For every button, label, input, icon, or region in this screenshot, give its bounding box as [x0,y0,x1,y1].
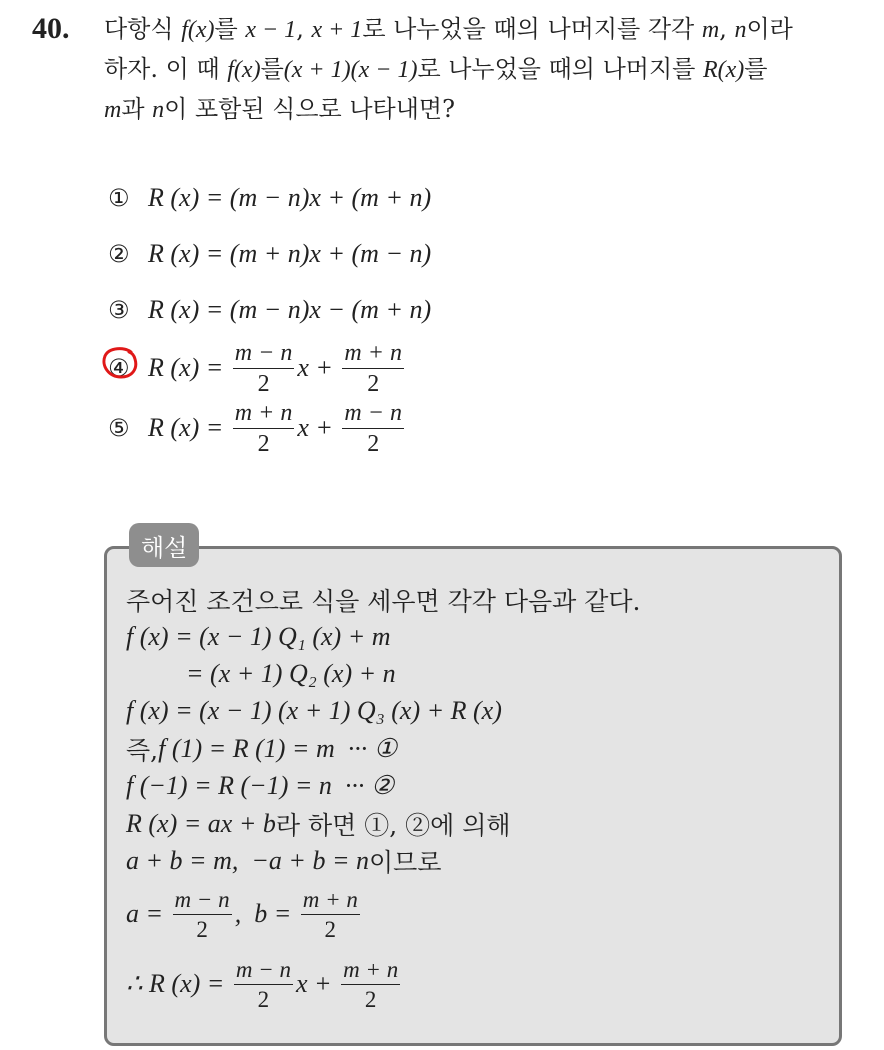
fraction-denominator: 2 [364,986,377,1012]
fraction-numerator: m + n [301,888,360,915]
equation: R (x) = ax + b [126,809,276,838]
fraction-denominator: 2 [367,430,380,457]
fraction [233,401,295,456]
text: 이므로 [369,848,442,877]
math-m: m [104,97,122,123]
solution-eq-5 [126,768,394,804]
question-line-3 [104,92,455,127]
solution-tab: 해설 [129,523,199,567]
equation: a = [126,899,170,928]
option-number: ② [108,240,130,268]
text: 즉, [126,736,159,765]
fraction [341,958,400,1011]
fraction [173,888,232,941]
fraction-denominator: 2 [324,916,337,942]
fraction-numerator: m − n [234,958,293,985]
solution-eq-8 [126,884,363,944]
solution-intro [126,582,640,618]
text: 다항식 [104,15,182,43]
fraction-denominator: 2 [367,370,380,397]
math-divisor-1: x − 1 [245,17,297,43]
fraction [234,958,293,1011]
equation: f (−1) = R (−1) = n ··· ② [126,771,395,800]
fraction-numerator: m − n [233,341,295,369]
equation: f (x) = (x − 1) Q₁ (x) + m [126,622,391,651]
equation: a + b = m, −a + b = n [126,846,370,875]
math-product: (x + 1)(x − 1) [283,57,418,83]
math-fx: f(x) [227,57,261,83]
solution-eq-6 [126,806,511,842]
solution-eq-2 [186,656,396,692]
text: 이 포함된 식으로 나타내면? [164,95,455,123]
option-number: ③ [108,296,130,324]
text: , [719,15,735,43]
math-n: n [152,97,165,123]
solution-eq-1 [126,619,391,655]
option-5[interactable] [108,400,407,456]
option-2[interactable] [108,234,431,274]
solution-eq-7 [126,843,441,879]
text: 를 [260,55,284,83]
option-number: ① [108,184,130,212]
text: 이라 [746,15,793,43]
fraction [342,401,404,456]
fraction-denominator: 2 [257,370,270,397]
solution-eq-3 [126,693,502,729]
text: 를 [214,15,246,43]
text: 과 [121,95,153,123]
text: , [296,15,312,43]
option-number: ⑤ [108,414,130,442]
math-fx: f(x) [181,17,215,43]
option-4[interactable] [108,340,407,396]
answer-circle-mark [101,346,141,380]
text: 주어진 조건으로 식을 세우면 각각 다음과 같다. [126,587,641,616]
option-expression: R (x) = (m − n)x + (m + n) [148,183,432,212]
fraction-numerator: m + n [342,341,404,369]
question-line-2 [104,52,767,87]
fraction-denominator: 2 [196,916,208,942]
equation: = (x + 1) Q₂ (x) + n [186,659,396,688]
text: 하자. 이 때 [104,55,228,83]
option-3[interactable] [108,290,431,330]
text: 로 나누었을 때의 나머지를 [417,55,703,83]
fraction-numerator: m − n [342,401,404,429]
solution-eq-9 [126,954,403,1014]
option-lhs: R (x) = [148,353,230,382]
fraction-numerator: m + n [233,401,295,429]
option-expression: R (x) = (m − n)x − (m + n) [148,295,432,324]
fraction-numerator: m + n [341,958,400,985]
equation: x + [295,969,339,998]
equation: f (x) = (x − 1) (x + 1) Q₃ (x) + R (x) [126,696,502,725]
math-divisor-2: x + 1 [311,17,363,43]
fraction-denominator: 2 [257,986,270,1012]
math-n: n [734,17,747,43]
text: 라 하면 ①, ②에 의해 [275,811,511,840]
option-middle: x + [297,413,340,442]
option-middle: x + [297,353,340,382]
fraction [301,888,360,941]
fraction [342,341,404,396]
equation: ∴ R (x) = [126,969,231,998]
question-number: 40. [32,12,70,45]
text: 를 [744,55,768,83]
fraction [233,341,295,396]
option-number: ④ [108,354,130,382]
text: 로 나누었을 때의 나머지를 각각 [362,15,702,43]
equation: , b = [234,899,298,928]
math-m: m [701,17,720,43]
question-line-1 [104,12,793,47]
solution-eq-4 [126,731,397,767]
option-expression: R (x) = (m + n)x + (m − n) [148,239,432,268]
equation: f (1) = R (1) = m ··· ① [158,734,398,763]
option-1[interactable] [108,178,431,218]
math-rx: R(x) [702,57,745,83]
fraction-numerator: m − n [173,888,232,915]
fraction-denominator: 2 [257,430,270,457]
option-lhs: R (x) = [148,413,230,442]
